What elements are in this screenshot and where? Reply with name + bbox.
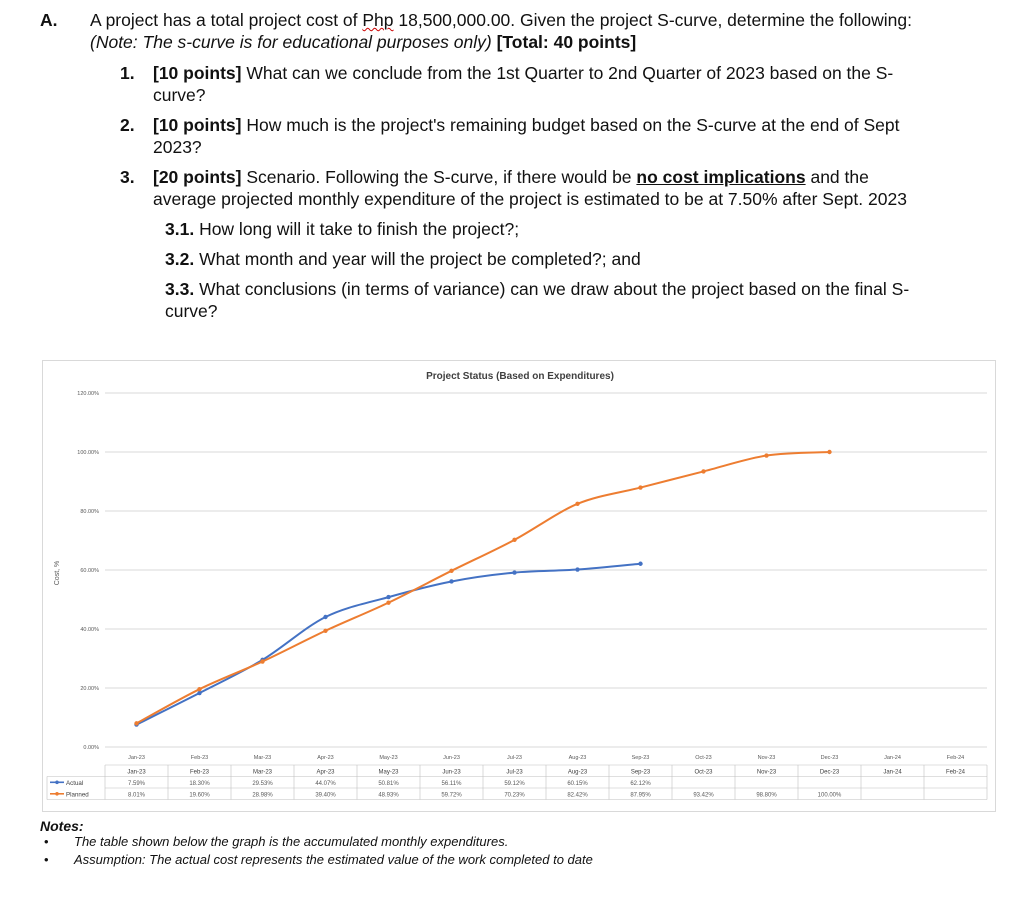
- x-tick-label: Mar-23: [253, 755, 272, 761]
- x-tick-labels: [128, 755, 964, 761]
- table-cell: 87.95%: [630, 792, 651, 799]
- legend-label-planned: Planned: [66, 791, 89, 799]
- y-tick-label: 40.00%: [80, 627, 99, 633]
- sub-q-3-2-number: 3.2.: [165, 249, 195, 269]
- table-cell: 39.40%: [315, 792, 336, 799]
- q3-text: Scenario. Following the S-curve, if there would be: [241, 167, 637, 187]
- data-point-actual: [449, 579, 453, 583]
- intro-line-2: [90, 31, 636, 53]
- q3-text-cont: and the: [805, 167, 869, 187]
- data-point-planned: [638, 485, 642, 489]
- x-tick-label: Jan-23: [128, 755, 145, 761]
- sub-q-3-2: [165, 248, 641, 270]
- table-header-cell: Apr-23: [316, 769, 335, 776]
- data-point-planned: [827, 450, 831, 454]
- q3-line-1: [153, 166, 869, 188]
- notes-bullet-1: •: [44, 834, 49, 849]
- x-tick-label: May-23: [379, 755, 398, 761]
- table-header-cell: Nov-23: [756, 769, 777, 776]
- x-tick-label: Jun-23: [443, 755, 460, 761]
- intro-total: [Total: 40 points]: [491, 32, 637, 52]
- q2-text: How much is the project's remaining budget based on the S-curve at the end of Sept: [241, 115, 900, 135]
- q2-line-1: [153, 114, 900, 136]
- table-header-cell: Oct-23: [694, 769, 713, 776]
- table-cell: 28.98%: [252, 792, 273, 799]
- notes-bullet-2: •: [44, 852, 49, 867]
- s-curve-chart: [42, 360, 996, 812]
- table-cell: 62.12%: [630, 780, 651, 787]
- x-tick-label: Feb-23: [190, 755, 209, 761]
- table-cell: 98.80%: [756, 792, 777, 799]
- table-cell: 19.60%: [189, 792, 210, 799]
- table-cell: 93.42%: [693, 792, 714, 799]
- data-point-planned: [134, 721, 138, 725]
- notes-heading: Notes:: [40, 818, 84, 834]
- data-point-planned: [323, 629, 327, 633]
- y-tick-label: 20.00%: [80, 686, 99, 692]
- table-cell: 18.30%: [189, 780, 210, 787]
- y-tick-labels: [77, 391, 99, 751]
- q2-points: [10 points]: [153, 115, 242, 135]
- table-cell: 60.15%: [567, 780, 588, 787]
- y-tick-label: 100.00%: [77, 450, 99, 456]
- table-header-cell: Jan-24: [883, 769, 902, 776]
- sub-q-3-2-text: What month and year will the project be completed?; and: [194, 249, 641, 269]
- sub-q-3-1-number: 3.1.: [165, 219, 195, 239]
- notes-item-2: Assumption: The actual cost represents the estimated value of the work completed to date: [74, 852, 593, 867]
- data-table: [47, 765, 987, 800]
- q3-number: 3.: [120, 167, 135, 187]
- table-cell: 29.53%: [252, 780, 273, 787]
- q3-line-2: average projected monthly expenditure of the project is estimated to be at 7.50% after Sept. 2023: [153, 189, 907, 209]
- sub-q-3-3-line-2: curve?: [165, 301, 218, 321]
- q1-line-1: [153, 62, 893, 84]
- data-point-actual: [197, 691, 201, 695]
- sub-q-3-1: [165, 218, 519, 240]
- sub-q-3-3: [165, 278, 909, 300]
- data-point-planned: [512, 538, 516, 542]
- x-tick-label: Oct-23: [695, 755, 712, 761]
- table-cell: 48.93%: [378, 792, 399, 799]
- data-point-planned: [386, 600, 390, 604]
- q1-line-2: curve?: [153, 85, 206, 105]
- x-tick-label: Jul-23: [507, 755, 522, 761]
- q1-points: [10 points]: [153, 63, 242, 83]
- x-tick-label: Sep-23: [631, 755, 650, 761]
- q2-number: 2.: [120, 115, 135, 135]
- table-header-cell: Feb-24: [945, 769, 966, 776]
- table-cell: 59.72%: [441, 792, 462, 799]
- series-line-planned: [137, 452, 830, 723]
- data-point-planned: [260, 659, 264, 663]
- data-point-actual: [323, 615, 327, 619]
- chart-svg: [43, 361, 995, 811]
- table-header-cell: Aug-23: [567, 769, 588, 776]
- chart-title: Project Status (Based on Expenditures): [426, 371, 614, 382]
- x-tick-label: Feb-24: [946, 755, 965, 761]
- table-header-cell: Sep-23: [630, 769, 651, 776]
- table-header-cell: Jan-23: [127, 769, 146, 776]
- sub-q-3-3-number: 3.3.: [165, 279, 195, 299]
- series-line-actual: [137, 564, 641, 725]
- table-header-cell: Feb-23: [189, 769, 210, 776]
- table-cell: 44.07%: [315, 780, 336, 787]
- table-header-cell: Jun-23: [442, 769, 461, 776]
- table-cell: 50.81%: [378, 780, 399, 787]
- intro-text-cont: 18,500,000.00. Given the project S-curve, determine the following:: [393, 10, 913, 30]
- y-tick-label: 120.00%: [77, 391, 99, 397]
- intro-note: (Note: The s-curve is for educational purposes only): [90, 32, 492, 52]
- data-point-actual: [512, 570, 516, 574]
- data-point-actual: [638, 562, 642, 566]
- q2-line-2: 2023?: [153, 137, 202, 157]
- q3-emphasis: no cost implications: [636, 167, 806, 187]
- data-point-actual: [386, 595, 390, 599]
- currency-text: Php: [362, 10, 394, 30]
- q1-text: What can we conclude from the 1st Quarter to 2nd Quarter of 2023 based on the S-: [241, 63, 894, 83]
- intro-text: A project has a total project cost of: [90, 10, 363, 30]
- table-cell: 56.11%: [441, 780, 462, 787]
- intro-line-1: [90, 9, 912, 31]
- data-point-planned: [197, 687, 201, 691]
- y-tick-label: 60.00%: [80, 568, 99, 574]
- table-header-cell: Dec-23: [819, 769, 840, 776]
- q1-number: 1.: [120, 63, 135, 83]
- legend-label-actual: Actual: [66, 779, 84, 787]
- section-label: A.: [40, 10, 58, 30]
- table-cell: 100.00%: [817, 792, 842, 799]
- x-tick-label: Dec-23: [820, 755, 839, 761]
- data-point-planned: [449, 569, 453, 573]
- y-tick-label: 0.00%: [83, 745, 99, 751]
- sub-q-3-3-text: What conclusions (in terms of variance) can we draw about the project based on the final S-: [194, 279, 910, 299]
- legend-key-marker: [55, 792, 59, 796]
- x-tick-label: Nov-23: [757, 755, 776, 761]
- x-tick-label: Apr-23: [317, 755, 334, 761]
- table-cell: 70.23%: [504, 792, 525, 799]
- table-cell: 82.42%: [567, 792, 588, 799]
- table-header-cell: Jul-23: [506, 769, 523, 776]
- data-point-planned: [764, 453, 768, 457]
- data-point-planned: [575, 502, 579, 506]
- table-cell: 59.12%: [504, 780, 525, 787]
- sub-q-3-1-text: How long will it take to finish the project?;: [194, 219, 520, 239]
- x-tick-label: Jan-24: [884, 755, 901, 761]
- data-point-actual: [575, 567, 579, 571]
- y-axis-label: Cost, %: [54, 560, 61, 586]
- y-tick-label: 80.00%: [80, 509, 99, 515]
- legend-key-marker: [55, 781, 59, 785]
- data-point-planned: [701, 469, 705, 473]
- series-layer: [134, 450, 831, 727]
- table-header-cell: May-23: [378, 769, 399, 776]
- notes-item-1: The table shown below the graph is the accumulated monthly expenditures.: [74, 834, 509, 849]
- q3-points: [20 points]: [153, 167, 242, 187]
- table-header-cell: Mar-23: [252, 769, 273, 776]
- x-tick-label: Aug-23: [568, 755, 587, 761]
- table-cell: 7.59%: [127, 780, 146, 787]
- table-cell: 8.01%: [127, 792, 146, 799]
